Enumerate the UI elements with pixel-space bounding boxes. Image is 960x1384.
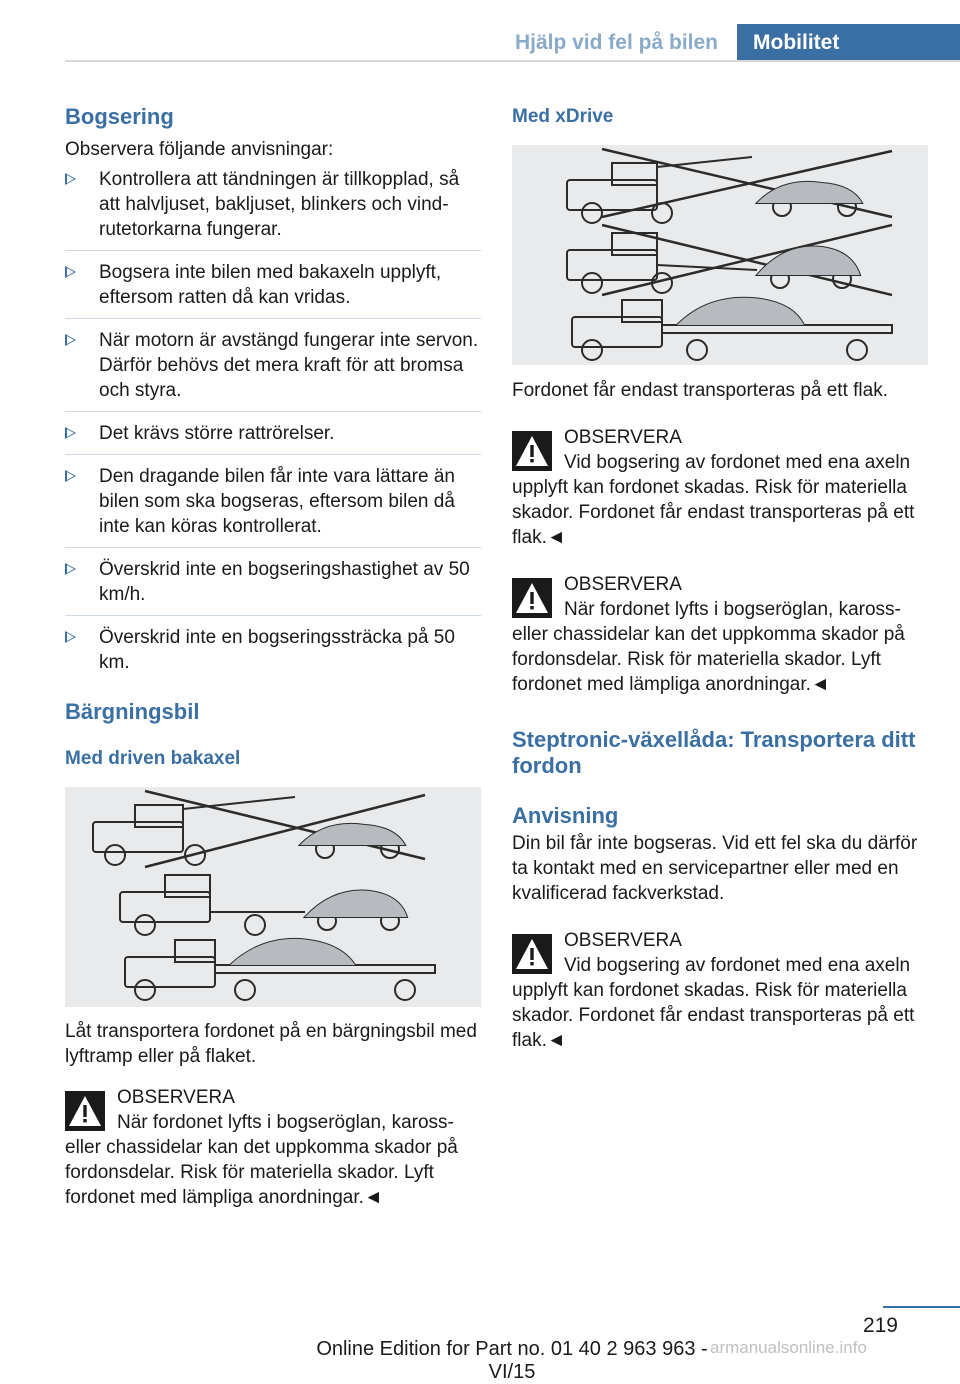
list-item: Bogsera inte bilen med bakaxeln upplyft, eftersom ratten då kan vridas. [65, 260, 481, 319]
list-item: Överskrid inte en bogseringshastighet av 50 km/h. [65, 557, 481, 616]
anvisning-paragraph: Din bil får inte bogseras. Vid ett fel ska du därför ta kontakt med en servicepartner eller med en kvalificerad fackverkstad. [512, 833, 918, 904]
header-rule [65, 60, 960, 62]
list-item: Överskrid inte en bogseringssträcka på 50 km. [65, 625, 481, 683]
warning-triangle-icon [512, 578, 552, 618]
warning-triangle-icon [65, 1091, 105, 1131]
warning-box-right-2 [512, 572, 928, 697]
instruction-list [65, 167, 481, 683]
figure-caption-right: Fordonet får endast transporteras på ett flak. [512, 380, 888, 401]
warning-title: OBSERVERA [564, 930, 682, 951]
left-column [65, 100, 481, 1210]
bullet-triangle-icon [65, 334, 76, 346]
warning-box-right-3 [512, 928, 928, 1053]
header-chapter-tab: Mobilitet [737, 24, 960, 62]
page-number: 219 [862, 1314, 898, 1337]
warning-box-right-1 [512, 425, 928, 550]
edition-text: Online Edition for Part no. 01 40 2 963 963 - VI/15 [316, 1338, 708, 1383]
warning-triangle-icon [512, 431, 552, 471]
warning-text: När fordonet lyfts i bogseröglan, kaross- eller chassidelar kan det uppkomma skador på fordonsdelar. Risk för materiella skador. Lyft fordonet med lämpliga anordningar.◄ [65, 1112, 458, 1208]
heading-bargningsbil: Bärgningsbil [65, 699, 200, 724]
footer-rule [883, 1306, 960, 1308]
heading-bogsering: Bogsering [65, 104, 174, 129]
subheading-driven-bakaxel: Med driven bakaxel [65, 748, 241, 769]
warning-box-left [65, 1085, 481, 1210]
bullet-triangle-icon [65, 427, 76, 439]
intro-text: Observera följande anvisningar: [65, 139, 334, 160]
warning-title: OBSERVERA [564, 574, 682, 595]
tow-truck-illustration [512, 145, 928, 365]
warning-triangle-icon [512, 934, 552, 974]
right-column [512, 100, 928, 1053]
list-item: Det krävs större rattrörelser. [65, 421, 481, 455]
towing-illustration-xdrive [512, 145, 928, 365]
warning-title: OBSERVERA [564, 427, 682, 448]
bullet-triangle-icon [65, 563, 76, 575]
bullet-triangle-icon [65, 470, 76, 482]
list-item: Den dragande bilen får inte vara lättare än bilen som ska bogseras, eftersom bilen då inte kan köras kontrollerat. [65, 464, 481, 548]
warning-text: När fordonet lyfts i bogseröglan, kaross- eller chassidelar kan det uppkomma skador på fordonsdelar. Risk för materiella skador. Lyft fordonet med lämpliga anordningar.◄ [512, 599, 905, 695]
list-item: När motorn är avstängd fungerar inte servon. Därför behövs det mera kraft för att bromsa och styra. [65, 328, 481, 412]
subheading-xdrive: Med xDrive [512, 106, 614, 127]
warning-text: Vid bogsering av fordonet med ena axeln upplyft kan fordonet skadas. Risk för materiella skador. Fordonet får endast transporteras på ett flak.◄ [512, 452, 915, 548]
tow-truck-illustration [65, 787, 481, 1007]
figure-caption-left: Låt transportera fordonet på en bärgningsbil med lyftramp eller på flaket. [65, 1021, 477, 1067]
bullet-triangle-icon [65, 631, 76, 643]
bullet-triangle-icon [65, 173, 76, 185]
bullet-triangle-icon [65, 266, 76, 278]
heading-steptronic: Steptronic-växellåda: Transportera ditt fordon [512, 727, 916, 778]
warning-text: Vid bogsering av fordonet med ena axeln upplyft kan fordonet skadas. Risk för materiella skador. Fordonet får endast transporteras på ett flak.◄ [512, 955, 915, 1051]
list-item: Kontrollera att tändningen är tillkopplad, så att halvljuset, bakljuset, blinkers och vindrutetorkarna fungerar. [65, 167, 481, 251]
subheading-anvisning: Anvisning [512, 803, 619, 828]
warning-title: OBSERVERA [117, 1087, 235, 1108]
header-section-title: Hjälp vid fel på bilen [514, 31, 718, 54]
watermark: armanualsonline.info [710, 1338, 867, 1357]
towing-illustration-rear-axle [65, 787, 481, 1007]
